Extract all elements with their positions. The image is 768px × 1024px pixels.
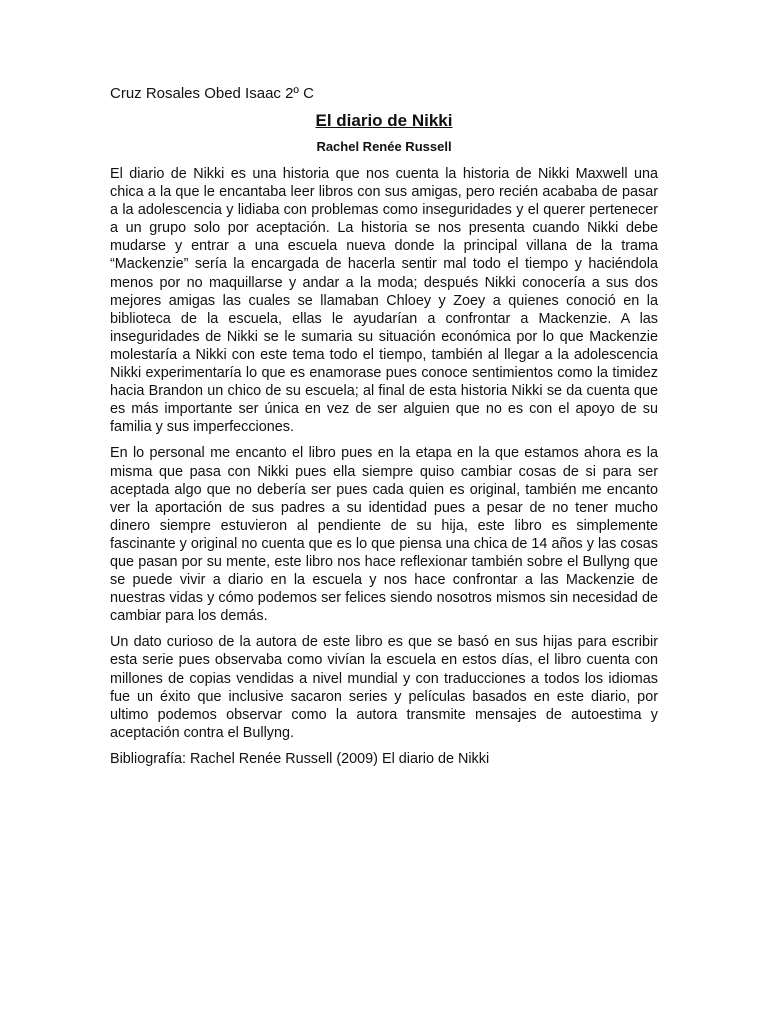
book-author-line <box>110 138 658 156</box>
student-header-line: Cruz Rosales Obed Isaac 2º C <box>110 85 314 102</box>
paragraph-curiosity: Un dato curioso de la autora de este libro es que se basó en sus hijas para escribir esta serie pues observaba como vivían la escuela en estos días, el libro cuenta con millones de copias vendidas a nivel mundial y con traducciones a todos los idiomas fue un éxito que inclusive sacaron series y películas basados en este diario, por ultimo podemos observar como la autora transmite mensajes de autoestima y aceptación contra el Bullyng. <box>110 634 658 741</box>
book-author: Rachel Renée Russell <box>316 139 452 154</box>
paragraph-opinion: En lo personal me encanto el libro pues en la etapa en la que estamos ahora es la misma que pasa con Nikki pues ella siempre quiso cambiar cosas de si para ser aceptada algo que no debería ser pues cada quien es original, también me encanto ver la aportación de sus padres a su identidad pues a pesar de no tener mucho dinero siempre estuvieron al pendiente de su hija, este libro es simplemente fascinante y original no cuenta que es lo que piensa una chica de 14 años y las cosas que pasan por su mente, este libro nos hace reflexionar también sobre el Bullyng que se puede vivir a diario en la escuela y nos hace confrontar a las Mackenzie de nuestras vidas y cómo podemos ser felices siendo nosotros mismos sin necesidad de cambiar para los demás. <box>110 445 658 625</box>
document-page <box>110 84 658 768</box>
document-title: El diario de Nikki <box>315 111 453 130</box>
bibliography-line: Bibliografía: Rachel Renée Russell (2009) El diario de Nikki <box>110 750 490 767</box>
paragraph-summary: El diario de Nikki es una historia que nos cuenta la historia de Nikki Maxwell una chica a la que le encantaba leer libros con sus amigas, pero recién acababa de pasar a la adolescencia y lidiaba con problemas como inseguridades y el querer pertenecer a un grupo solo por aceptación. La historia se nos presenta cuando Nikki debe mudarse y entrar a una escuela nueva donde la principal villana de la trama “Mackenzie” sería la encargada de hacerla sentir mal todo el tiempo y haciéndola menos por no maquillarse y andar a la moda; después Nikki conocería a sus dos mejores amigas las cuales se llamaban Chloey y Zoey a quienes conoció en la biblioteca de la escuela, ellas le ayudarían a confrontar a Mackenzie. A las inseguridades de Nikki se le sumaria su situación económica por lo que Mackenzie molestaría a Nikki con este tema todo el tiempo, también al llegar a la adolescencia Nikki experimentaría lo que es enamorase pues conoce sentimientos como la timidez hacia Brandon un chico de su escuela; al final de esta historia Nikki se da cuenta que es más importante ser única en vez de ser alguien que no es con el apoyo de su familia y sus imperfecciones. <box>110 166 658 436</box>
